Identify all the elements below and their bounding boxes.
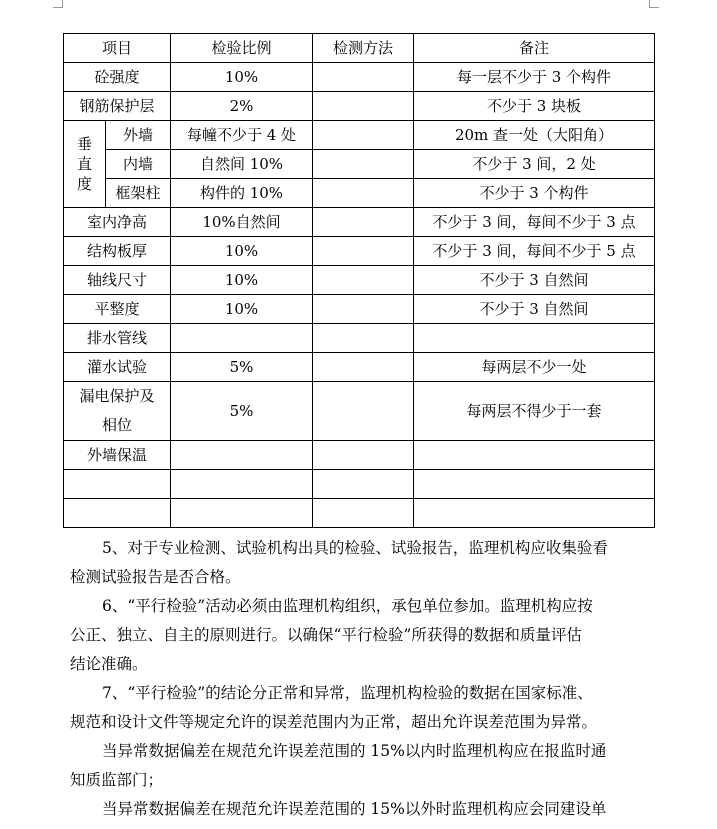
row-note: 不少于 3 间，每间不少于 5 点 <box>414 237 655 266</box>
row-note: 每两层不少一处 <box>414 353 655 382</box>
row-method <box>313 266 414 295</box>
table-row <box>64 121 655 150</box>
table-row <box>64 179 655 208</box>
paragraph-line: 规范和设计文件等规定允许的误差范围内为正常，超出允许误差范围为异常。 <box>70 713 598 731</box>
row-method <box>313 150 414 179</box>
row-note: 每一层不少于 3 个构件 <box>414 63 655 92</box>
vertical-group-char: 直 <box>76 155 92 173</box>
header-note: 备注 <box>414 34 655 63</box>
row-item: 排水管线 <box>64 324 171 353</box>
header-method: 检测方法 <box>313 34 414 63</box>
table-row <box>64 63 655 92</box>
row-item: 室内净高 <box>64 208 171 237</box>
table-row-empty <box>64 470 655 499</box>
paragraph-7 <box>70 679 648 737</box>
vertical-group-cell <box>64 121 106 208</box>
row-item: 轴线尺寸 <box>64 266 171 295</box>
row-method <box>313 353 414 382</box>
row-ratio: 5% <box>171 353 313 382</box>
row-ratio: 构件的 10% <box>171 179 313 208</box>
row-note: 不少于 3 间，每间不少于 3 点 <box>414 208 655 237</box>
row-note: 不少于 3 块板 <box>414 92 655 121</box>
vertical-group-char: 度 <box>76 175 92 193</box>
row-note: 不少于 3 自然间 <box>414 266 655 295</box>
table-row-empty <box>64 499 655 528</box>
row-note <box>414 324 655 353</box>
row-item: 灌水试验 <box>64 353 171 382</box>
row-item-line: 漏电保护及 <box>79 387 155 405</box>
row-note: 每两层不得少于一套 <box>414 382 655 441</box>
table-row <box>64 441 655 470</box>
row-item-line: 相位 <box>102 416 133 434</box>
paragraph-line: 当异常数据偏差在规范允许误差范围的 15%以内时监理机构应在报监时通 <box>102 742 607 760</box>
row-method <box>313 121 414 150</box>
row-note: 不少于 3 自然间 <box>414 295 655 324</box>
row-method <box>313 179 414 208</box>
table-row <box>64 382 655 441</box>
row-ratio: 每幢不少于 4 处 <box>171 121 313 150</box>
table-row <box>64 266 655 295</box>
paragraph-line: 7、“平行检验”的结论分正常和异常，监理机构检验的数据在国家标准、 <box>102 684 593 702</box>
paragraph-line: 知质监部门； <box>70 771 164 789</box>
row-item <box>64 382 171 441</box>
row-ratio: 2% <box>171 92 313 121</box>
header-ratio: 检验比例 <box>171 34 313 63</box>
row-item: 外墙保温 <box>64 441 171 470</box>
row-note: 不少于 3 个构件 <box>414 179 655 208</box>
row-ratio: 10% <box>171 63 313 92</box>
paragraph-line: 检测试验报告是否合格。 <box>70 568 241 586</box>
paragraph-line: 5、对于专业检测、试验机构出具的检验、试验报告，监理机构应收集验看 <box>102 539 608 557</box>
row-ratio <box>171 441 313 470</box>
row-ratio: 10%自然间 <box>171 208 313 237</box>
table-row <box>64 237 655 266</box>
paragraph-6 <box>70 592 648 679</box>
row-ratio: 10% <box>171 266 313 295</box>
table-row <box>64 324 655 353</box>
row-method <box>313 208 414 237</box>
vertical-group-char: 垂 <box>76 135 92 153</box>
paragraph-line: 当异常数据偏差在规范允许误差范围的 15%以外时监理机构应会同建设单 <box>102 800 607 818</box>
header-item: 项目 <box>64 34 171 63</box>
row-ratio: 10% <box>171 295 313 324</box>
row-method <box>313 63 414 92</box>
paragraph-8 <box>70 737 648 795</box>
page-corner-mark-left <box>53 0 63 8</box>
row-method <box>313 295 414 324</box>
table-row <box>64 353 655 382</box>
paragraph-line: 结论准确。 <box>70 655 148 673</box>
row-method <box>313 92 414 121</box>
row-item: 内墙 <box>106 150 171 179</box>
row-method <box>313 382 414 441</box>
row-note <box>414 441 655 470</box>
table-row <box>64 150 655 179</box>
row-item: 结构板厚 <box>64 237 171 266</box>
paragraph-line: 公正、独立、自主的原则进行。以确保“平行检验”所获得的数据和质量评估 <box>70 626 582 644</box>
row-note: 20m 查一处（大阳角） <box>414 121 655 150</box>
row-ratio: 10% <box>171 237 313 266</box>
inspection-table <box>63 33 655 528</box>
row-item: 平整度 <box>64 295 171 324</box>
row-ratio: 自然间 10% <box>171 150 313 179</box>
row-ratio <box>171 324 313 353</box>
page-corner-mark-right <box>649 0 659 8</box>
row-item: 砼强度 <box>64 63 171 92</box>
table-row <box>64 208 655 237</box>
table-header-row <box>64 34 655 63</box>
row-item: 钢筋保护层 <box>64 92 171 121</box>
row-item: 框架柱 <box>106 179 171 208</box>
table-row <box>64 92 655 121</box>
paragraph-line: 6、“平行检验”活动必须由监理机构组织，承包单位参加。监理机构应按 <box>102 597 593 615</box>
table-row <box>64 295 655 324</box>
row-item: 外墙 <box>106 121 171 150</box>
paragraph-9 <box>70 795 648 824</box>
row-method <box>313 237 414 266</box>
row-method <box>313 441 414 470</box>
row-method <box>313 324 414 353</box>
row-note: 不少于 3 间，2 处 <box>414 150 655 179</box>
row-ratio: 5% <box>171 382 313 441</box>
paragraph-5 <box>70 534 648 592</box>
